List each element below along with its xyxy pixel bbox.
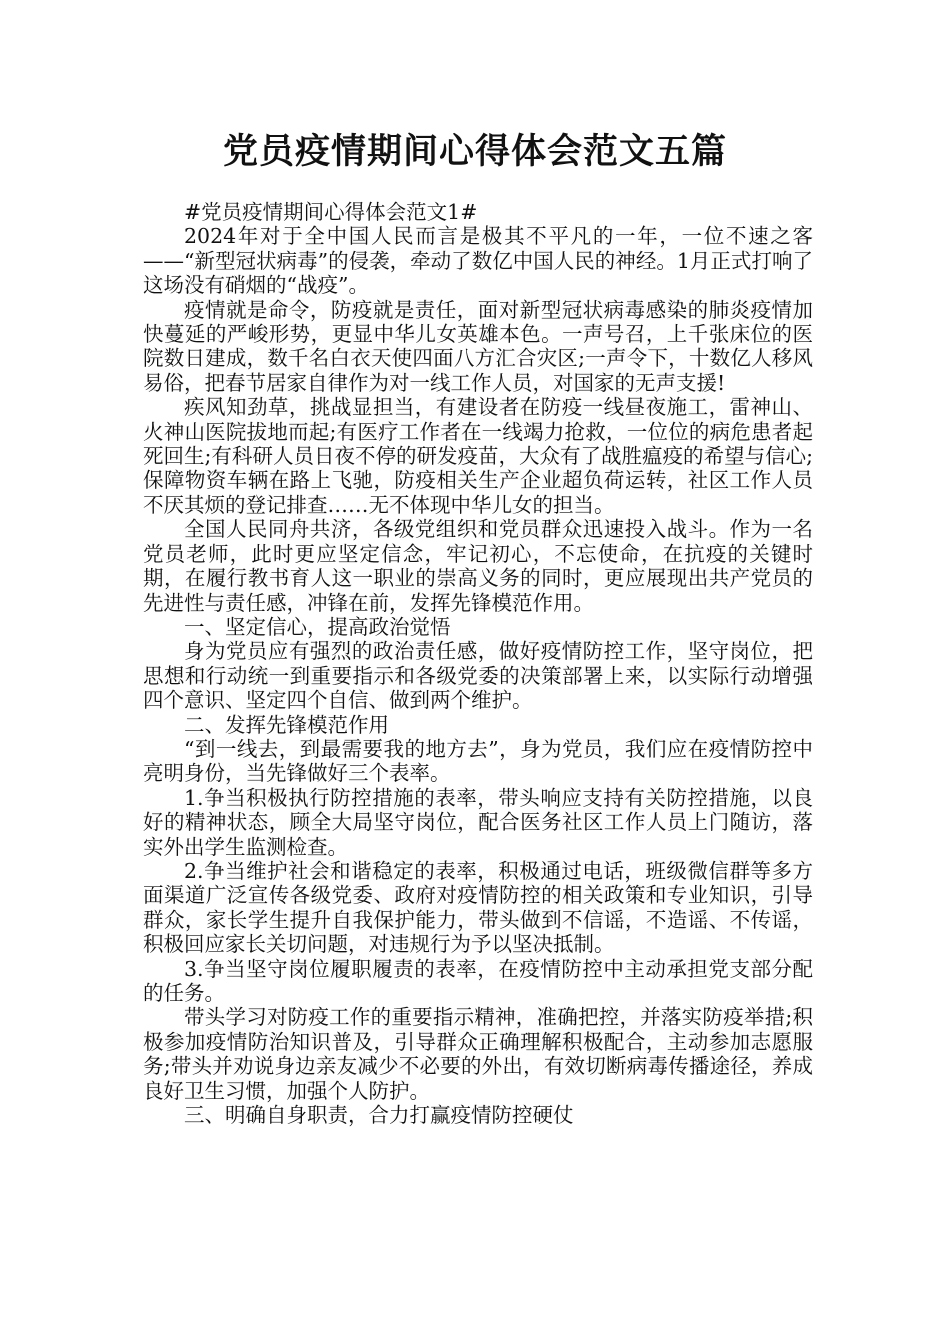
paragraph: 2024年对于全中国人民而言是极其不平凡的一年，一位不速之客——“新型冠状病毒”的侵袭，牵动了数亿中国人民的神经。1月正式打响了这场没有硝烟的“战疫”。: [143, 224, 813, 298]
subheading: 二、发挥先锋模范作用: [184, 712, 389, 737]
paragraph: 疫情就是命令，防疫就是责任，面对新型冠状病毒感染的肺炎疫情加快蔓延的严峻形势，更显中华儿女英雄本色。一声号召，上千张床位的医院数日建成，数千名白衣天使四面八方汇合灾区;一声令下，十数亿人移风易俗，把春节居家自律作为对一线工作人员，对国家的无声支援!: [143, 297, 813, 395]
paragraph: 身为党员应有强烈的政治责任感，做好疫情防控工作，坚守岗位，把思想和行动统一到重要指示和各级党委的决策部署上来，以实际行动增强四个意识、坚定四个自信、做到两个维护。: [143, 639, 813, 713]
subheading: 三、明确自身职责，合力打赢疫情防控硬仗: [184, 1103, 574, 1128]
paragraph: 带头学习对防疫工作的重要指示精神，准确把控，并落实防疫举措;积极参加疫情防治知识普及，引导群众正确理解积极配合，主动参加志愿服务;带头并劝说身边亲友减少不必要的外出，有效切断病毒传播途径，养成良好卫生习惯，加强个人防护。: [143, 1005, 813, 1103]
document-body: [143, 200, 813, 1127]
section-heading-1: #党员疫情期间心得体会范文1#: [184, 200, 478, 224]
list-item: 3.争当坚守岗位履职履责的表率，在疫情防控中主动承担党支部分配的任务。: [143, 956, 813, 1005]
paragraph: 疾风知劲草，挑战显担当，有建设者在防疫一线昼夜施工，雷神山、火神山医院拔地而起;有医疗工作者在一线竭力抢救，一位位的病危患者起死回生;有科研人员日夜不停的研发疫苗，大众有了战胜瘟疫的希望与信心;保障物资车辆在路上飞驰，防疫相关生产企业超负荷运转，社区工作人员不厌其烦的登记排查……无不体现中华儿女的担当。: [143, 395, 813, 517]
paragraph: “到一线去，到最需要我的地方去”，身为党员，我们应在疫情防控中亮明身份，当先锋做好三个表率。: [143, 736, 813, 786]
document-title: 党员疫情期间心得体会范文五篇: [222, 132, 727, 172]
list-item: 2.争当维护社会和谐稳定的表率，积极通过电话，班级微信群等多方面渠道广泛宣传各级党委、政府对疫情防控的相关政策和专业知识，引导群众，家长学生提升自我保护能力，带头做到不信谣，不造谣、不传谣，积极回应家长关切问题，对违规行为予以坚决抵制。: [143, 858, 813, 957]
list-item: 1.争当积极执行防控措施的表率，带头响应支持有关防控措施，以良好的精神状态，顾全大局坚守岗位，配合医务社区工作人员上门随访，落实外出学生监测检查。: [143, 785, 813, 859]
subheading: 一、坚定信心，提高政治觉悟: [184, 614, 451, 639]
paragraph: 全国人民同舟共济，各级党组织和党员群众迅速投入战斗。作为一名党员老师，此时更应坚定信念，牢记初心，不忘使命，在抗疫的关键时期，在履行教书育人这一职业的崇高义务的同时，更应展现出共产党员的先进性与责任感，冲锋在前，发挥先锋模范作用。: [143, 517, 813, 615]
